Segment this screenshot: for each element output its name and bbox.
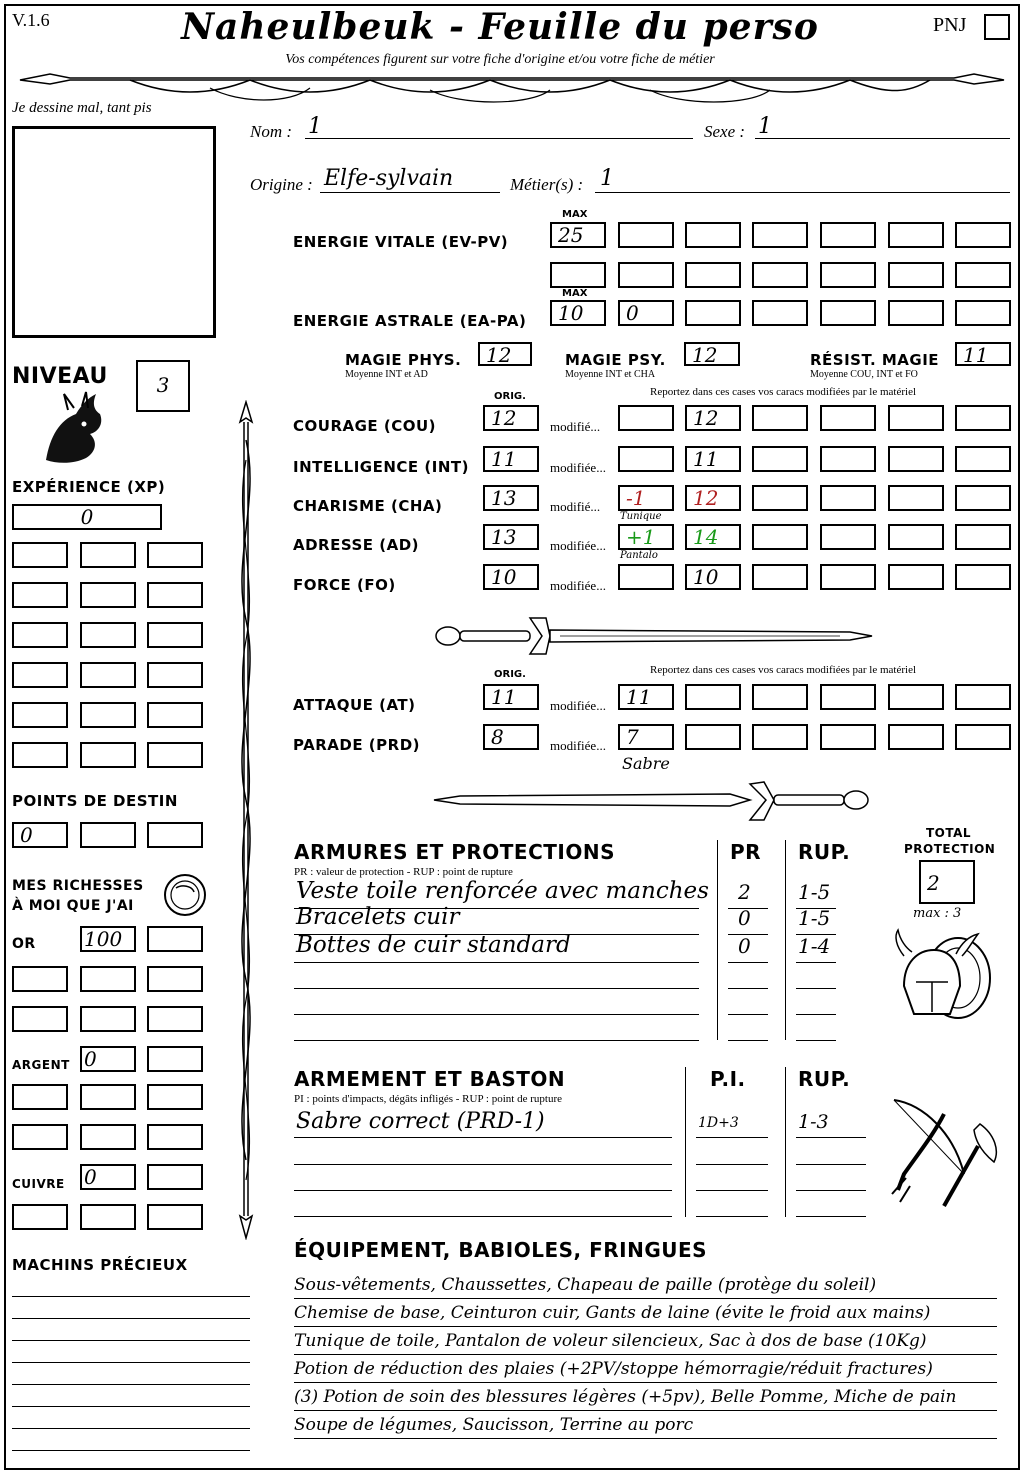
armor-rup-line[interactable] bbox=[796, 1040, 836, 1041]
combat-orig-box[interactable] bbox=[483, 724, 539, 750]
or-box[interactable] bbox=[147, 1006, 203, 1032]
equipment-item: Potion de réduction des plaies (+2PV/stoppe hémorragie/réduit fractures) bbox=[294, 1359, 933, 1379]
argent-box[interactable] bbox=[12, 1124, 68, 1150]
wealth-label: MES RICHESSES bbox=[12, 878, 144, 894]
spear-ornament-icon bbox=[10, 66, 1014, 110]
or-value: 100 bbox=[84, 927, 123, 951]
armor-rup-header: RUP. bbox=[798, 840, 851, 864]
destiny-box[interactable] bbox=[80, 822, 136, 848]
stat-mod-value bbox=[620, 407, 672, 429]
weapon-line[interactable] bbox=[294, 1164, 672, 1165]
stat-result-box[interactable] bbox=[685, 524, 741, 550]
stat-orig-value: 12 bbox=[491, 406, 517, 430]
stat-box[interactable] bbox=[820, 524, 876, 550]
weapon-item-name: Sabre correct (PRD-1) bbox=[296, 1109, 545, 1134]
sheet-title: Naheulbeuk - Feuille du perso bbox=[181, 6, 819, 48]
argent-box[interactable] bbox=[147, 1084, 203, 1110]
equipment-line[interactable] bbox=[294, 1298, 997, 1299]
stat-box[interactable] bbox=[955, 485, 1011, 511]
stat-orig-box[interactable] bbox=[483, 564, 539, 590]
equipment-item: Soupe de légumes, Saucisson, Terrine au porc bbox=[294, 1415, 694, 1435]
argent-box[interactable] bbox=[12, 1084, 68, 1110]
armor-item-name: Veste toile renforcée avec manches bbox=[296, 878, 709, 904]
weapons-pi-header: P.I. bbox=[710, 1067, 746, 1091]
weapons-title: ARMEMENT ET BASTON bbox=[294, 1067, 566, 1091]
weapon-line[interactable] bbox=[294, 1137, 672, 1138]
cuivre-box[interactable] bbox=[80, 1164, 136, 1190]
stat-mod-value bbox=[620, 448, 672, 470]
weapon-rup-line[interactable] bbox=[796, 1164, 866, 1165]
stat-label: ADRESSE (AD) bbox=[293, 536, 420, 554]
ea-box[interactable] bbox=[685, 300, 741, 326]
ev-box[interactable] bbox=[955, 262, 1011, 288]
xp-box[interactable] bbox=[12, 742, 68, 768]
ea-box[interactable] bbox=[820, 300, 876, 326]
sheet-subtitle: Vos compétences figurent sur votre fiche d'origine et/ou votre fiche de métier bbox=[285, 52, 715, 67]
ev-box[interactable] bbox=[550, 262, 606, 288]
total-protection-box[interactable] bbox=[919, 860, 975, 904]
combat-orig-label: ORIG. bbox=[494, 669, 526, 680]
total-protection-value: 2 bbox=[927, 871, 940, 895]
equipment-item: Tunique de toile, Pantalon de voleur silencieux, Sac à dos de base (10Kg) bbox=[294, 1331, 927, 1351]
armor-line[interactable] bbox=[294, 962, 699, 963]
stat-box[interactable] bbox=[752, 446, 808, 472]
combat-box[interactable] bbox=[955, 684, 1011, 710]
stat-modif-label: modifiée... bbox=[550, 460, 606, 475]
ev-box[interactable] bbox=[955, 222, 1011, 248]
ea-max-label: MAX bbox=[562, 288, 588, 299]
combat-report-note: Reportez dans ces cases vos caracs modifiées par le matériel bbox=[650, 664, 917, 676]
destiny-value: 0 bbox=[20, 823, 33, 847]
stat-modif-label: modifiée... bbox=[550, 578, 606, 593]
combat-mod-note: Sabre bbox=[622, 754, 670, 773]
ev-box[interactable] bbox=[685, 222, 741, 248]
stats-report-note: Reportez dans ces cases vos caracs modifiées par le matériel bbox=[650, 386, 917, 398]
magic-phys-note: Moyenne INT et AD bbox=[345, 369, 428, 380]
weapon-item-rup: 1-3 bbox=[798, 1111, 829, 1133]
equipment-item: (3) Potion de soin des blessures légères (+5pv), Belle Pomme, Miche de pain bbox=[294, 1387, 957, 1407]
stat-box[interactable] bbox=[752, 524, 808, 550]
stat-orig-box[interactable] bbox=[483, 524, 539, 550]
portrait-caption: Je dessine mal, tant pis bbox=[12, 100, 152, 116]
xp-box[interactable] bbox=[147, 542, 203, 568]
magic-psy-note: Moyenne INT et CHA bbox=[565, 369, 656, 380]
stat-box[interactable] bbox=[955, 524, 1011, 550]
combat-box[interactable] bbox=[685, 684, 741, 710]
or-box[interactable] bbox=[147, 966, 203, 992]
armor-item-rup: 1-4 bbox=[798, 934, 831, 958]
level-value: 3 bbox=[156, 373, 170, 397]
or-label: OR bbox=[12, 936, 36, 952]
sexe-field[interactable]: 1 bbox=[758, 114, 772, 139]
stat-box[interactable] bbox=[955, 405, 1011, 431]
stat-result-value: 12 bbox=[693, 486, 719, 510]
xp-box[interactable] bbox=[80, 662, 136, 688]
xp-box[interactable] bbox=[80, 742, 136, 768]
argent-box[interactable] bbox=[80, 1084, 136, 1110]
weapon-pi-line[interactable] bbox=[696, 1190, 768, 1191]
xp-box[interactable] bbox=[12, 542, 68, 568]
magic-psy-label: MAGIE PSY. bbox=[565, 351, 666, 369]
weapons-rup-header: RUP. bbox=[798, 1067, 851, 1091]
armor-line[interactable] bbox=[294, 988, 699, 989]
stat-box[interactable] bbox=[752, 485, 808, 511]
stat-mod-value bbox=[620, 566, 672, 588]
stat-result-box[interactable] bbox=[685, 485, 741, 511]
weapons-note: PI : points d'impacts, dégâts infligés - RUP : point de rupture bbox=[294, 1093, 562, 1105]
ev-label: ENERGIE VITALE (EV-PV) bbox=[293, 233, 509, 251]
ea-max-box[interactable] bbox=[550, 300, 606, 326]
stat-modif-label: modifié... bbox=[550, 499, 601, 514]
stat-result-box[interactable] bbox=[685, 564, 741, 590]
or-box[interactable] bbox=[12, 1006, 68, 1032]
combat-box[interactable] bbox=[955, 724, 1011, 750]
nom-field[interactable]: 1 bbox=[308, 114, 322, 139]
cuivre-label: CUIVRE bbox=[12, 1177, 65, 1191]
origine-line bbox=[320, 192, 500, 193]
treasure-line[interactable] bbox=[12, 1450, 250, 1451]
experience-label: EXPÉRIENCE (XP) bbox=[12, 478, 166, 496]
weapon-line[interactable] bbox=[294, 1216, 672, 1217]
xp-box[interactable] bbox=[12, 662, 68, 688]
ev-max-label: MAX bbox=[562, 209, 588, 220]
treasures-label: MACHINS PRÉCIEUX bbox=[12, 1256, 188, 1274]
armor-rup-line[interactable] bbox=[796, 1014, 836, 1015]
stat-box[interactable] bbox=[955, 446, 1011, 472]
xp-box[interactable] bbox=[12, 622, 68, 648]
treasure-line[interactable] bbox=[12, 1340, 250, 1341]
pnj-label: PNJ bbox=[933, 14, 967, 36]
nom-line bbox=[305, 138, 693, 139]
version-label: V.1.6 bbox=[12, 10, 50, 30]
weapons-divider bbox=[685, 1067, 686, 1217]
magic-phys-box[interactable] bbox=[478, 342, 532, 366]
stat-orig-box[interactable] bbox=[483, 485, 539, 511]
stat-mod-value: -1 bbox=[626, 486, 646, 510]
nom-label: Nom : bbox=[250, 122, 293, 141]
ea-current-box[interactable] bbox=[618, 300, 674, 326]
xp-box[interactable] bbox=[147, 742, 203, 768]
helmet-shield-icon bbox=[890, 926, 1000, 1026]
coin-icon bbox=[162, 872, 208, 918]
weapon-rup-line[interactable] bbox=[796, 1190, 866, 1191]
armor-pr-line[interactable] bbox=[728, 962, 768, 963]
equipment-line[interactable] bbox=[294, 1354, 997, 1355]
ev-max-box[interactable] bbox=[550, 222, 606, 248]
experience-box[interactable] bbox=[12, 504, 162, 530]
pnj-checkbox[interactable] bbox=[984, 14, 1010, 40]
xp-box[interactable] bbox=[80, 622, 136, 648]
or-box[interactable] bbox=[80, 966, 136, 992]
stat-orig-box[interactable] bbox=[483, 405, 539, 431]
weapon-rup-line[interactable] bbox=[796, 1137, 866, 1138]
level-label: NIVEAU bbox=[12, 364, 108, 389]
weapons-divider bbox=[785, 1067, 786, 1217]
stat-box[interactable] bbox=[820, 485, 876, 511]
combat-mod-value: 7 bbox=[626, 725, 639, 749]
cuivre-box[interactable] bbox=[147, 1164, 203, 1190]
stat-box[interactable] bbox=[888, 446, 944, 472]
armor-rup-line[interactable] bbox=[796, 962, 836, 963]
staff-icon bbox=[226, 400, 266, 1240]
origine-field[interactable]: Elfe-sylvain bbox=[324, 166, 454, 191]
armor-rup-line[interactable] bbox=[796, 988, 836, 989]
stat-label: FORCE (FO) bbox=[293, 576, 396, 594]
or-box[interactable] bbox=[80, 1006, 136, 1032]
magic-resist-value: 11 bbox=[963, 343, 989, 367]
ea-current-value: 0 bbox=[626, 301, 639, 325]
combat-box[interactable] bbox=[888, 684, 944, 710]
weapons-icon bbox=[884, 1094, 1008, 1216]
argent-value: 0 bbox=[84, 1047, 97, 1071]
stat-orig-value: 11 bbox=[491, 447, 517, 471]
treasure-line[interactable] bbox=[12, 1384, 250, 1385]
weapon-pi-line[interactable] bbox=[696, 1216, 768, 1217]
stat-modif-label: modifiée... bbox=[550, 538, 606, 553]
cuivre-box[interactable] bbox=[80, 1204, 136, 1230]
ev-box[interactable] bbox=[618, 222, 674, 248]
or-box[interactable] bbox=[147, 926, 203, 952]
ev-max-value: 25 bbox=[558, 223, 584, 247]
wealth-label-2: À MOI QUE J'AI bbox=[12, 898, 134, 914]
stat-result-value: 14 bbox=[693, 525, 719, 549]
combat-box[interactable] bbox=[685, 724, 741, 750]
combat-modif-label: modifiée... bbox=[550, 738, 606, 753]
sword-icon bbox=[430, 776, 875, 826]
combat-modif-label: modifiée... bbox=[550, 698, 606, 713]
stat-label: INTELLIGENCE (INT) bbox=[293, 458, 469, 476]
equipment-line[interactable] bbox=[294, 1410, 997, 1411]
armor-item-rup: 1-5 bbox=[798, 906, 831, 930]
stat-orig-value: 13 bbox=[491, 525, 517, 549]
armor-item-pr: 0 bbox=[738, 934, 751, 958]
treasure-line[interactable] bbox=[12, 1318, 250, 1319]
armor-item-name: Bottes de cuir standard bbox=[296, 932, 571, 958]
weapon-pi-line[interactable] bbox=[696, 1137, 768, 1138]
armor-item-name: Bracelets cuir bbox=[296, 904, 460, 930]
stat-box[interactable] bbox=[888, 524, 944, 550]
stat-result-value: 10 bbox=[693, 565, 719, 589]
origine-label: Origine : bbox=[250, 175, 313, 194]
stat-box[interactable] bbox=[820, 446, 876, 472]
combat-label: PARADE (PRD) bbox=[293, 736, 421, 754]
level-box[interactable] bbox=[136, 360, 190, 412]
weapon-rup-line[interactable] bbox=[796, 1216, 866, 1217]
combat-orig-value: 11 bbox=[491, 685, 517, 709]
xp-box[interactable] bbox=[147, 662, 203, 688]
combat-mod-value: 11 bbox=[626, 685, 652, 709]
stat-mod-box[interactable] bbox=[618, 524, 674, 550]
equipment-line[interactable] bbox=[294, 1326, 997, 1327]
argent-box[interactable] bbox=[80, 1046, 136, 1072]
stat-mod-note: Tunique bbox=[620, 511, 662, 522]
xp-box[interactable] bbox=[80, 702, 136, 728]
combat-box[interactable] bbox=[820, 684, 876, 710]
ea-max-value: 10 bbox=[558, 301, 584, 325]
stat-orig-box[interactable] bbox=[483, 446, 539, 472]
sexe-line bbox=[755, 138, 1010, 139]
orig-label: ORIG. bbox=[494, 391, 526, 402]
combat-label: ATTAQUE (AT) bbox=[293, 696, 416, 714]
destiny-box[interactable] bbox=[147, 822, 203, 848]
combat-orig-box[interactable] bbox=[483, 684, 539, 710]
cuivre-box[interactable] bbox=[147, 1204, 203, 1230]
stat-label: CHARISME (CHA) bbox=[293, 497, 443, 515]
total-protection-label-2: PROTECTION bbox=[904, 842, 996, 856]
stat-result-box[interactable] bbox=[685, 446, 741, 472]
ev-box[interactable] bbox=[888, 262, 944, 288]
argent-box[interactable] bbox=[80, 1124, 136, 1150]
dragon-icon bbox=[38, 390, 108, 468]
ev-box[interactable] bbox=[752, 262, 808, 288]
stat-box[interactable] bbox=[888, 485, 944, 511]
stat-box[interactable] bbox=[888, 564, 944, 590]
armor-pr-line[interactable] bbox=[728, 1014, 768, 1015]
armor-item-pr: 2 bbox=[738, 880, 751, 904]
xp-box[interactable] bbox=[80, 582, 136, 608]
xp-box[interactable] bbox=[80, 542, 136, 568]
destiny-label: POINTS DE DESTIN bbox=[12, 792, 178, 810]
equipment-title: ÉQUIPEMENT, BABIOLES, FRINGUES bbox=[294, 1238, 708, 1262]
treasure-line[interactable] bbox=[12, 1406, 250, 1407]
argent-box[interactable] bbox=[147, 1124, 203, 1150]
stat-mod-box[interactable] bbox=[618, 446, 674, 472]
combat-box[interactable] bbox=[752, 684, 808, 710]
stat-label: COURAGE (COU) bbox=[293, 417, 437, 435]
treasure-line[interactable] bbox=[12, 1428, 250, 1429]
destiny-box[interactable] bbox=[12, 822, 68, 848]
armor-pr-line[interactable] bbox=[728, 1040, 768, 1041]
armor-pr-header: PR bbox=[730, 840, 762, 864]
stat-box[interactable] bbox=[752, 564, 808, 590]
ea-box[interactable] bbox=[888, 300, 944, 326]
stat-result-value: 11 bbox=[693, 447, 719, 471]
armor-line[interactable] bbox=[294, 1040, 699, 1041]
magic-resist-note: Moyenne COU, INT et FO bbox=[810, 369, 918, 380]
equipment-line[interactable] bbox=[294, 1382, 997, 1383]
stat-mod-note: Pantalo bbox=[620, 550, 658, 561]
ea-box[interactable] bbox=[955, 300, 1011, 326]
armor-item-rup: 1-5 bbox=[798, 880, 831, 904]
equipment-line[interactable] bbox=[294, 1438, 997, 1439]
armor-note: PR : valeur de protection - RUP : point de rupture bbox=[294, 866, 513, 878]
magic-phys-value: 12 bbox=[486, 343, 512, 367]
stat-mod-box[interactable] bbox=[618, 405, 674, 431]
ev-box[interactable] bbox=[685, 262, 741, 288]
ea-box[interactable] bbox=[752, 300, 808, 326]
xp-box[interactable] bbox=[12, 582, 68, 608]
combat-orig-value: 8 bbox=[491, 725, 504, 749]
magic-psy-value: 12 bbox=[692, 343, 718, 367]
experience-value: 0 bbox=[80, 505, 94, 529]
equipment-item: Sous-vêtements, Chaussettes, Chapeau de paille (protège du soleil) bbox=[294, 1275, 877, 1295]
combat-box[interactable] bbox=[752, 724, 808, 750]
magic-psy-box[interactable] bbox=[684, 342, 740, 366]
ev-box[interactable] bbox=[618, 262, 674, 288]
weapon-pi-line[interactable] bbox=[696, 1164, 768, 1165]
armor-item-pr: 0 bbox=[738, 906, 751, 930]
argent-box[interactable] bbox=[147, 1046, 203, 1072]
treasure-line[interactable] bbox=[12, 1362, 250, 1363]
equipment-item: Chemise de base, Ceinturon cuir, Gants de laine (évite le froid aux mains) bbox=[294, 1303, 931, 1323]
stat-result-box[interactable] bbox=[685, 405, 741, 431]
stat-result-value: 12 bbox=[693, 406, 719, 430]
armor-pr-line[interactable] bbox=[728, 988, 768, 989]
total-protection-max: max : 3 bbox=[913, 906, 962, 921]
stat-orig-value: 10 bbox=[491, 565, 517, 589]
stat-box[interactable] bbox=[955, 564, 1011, 590]
stat-modif-label: modifié... bbox=[550, 419, 601, 434]
stat-box[interactable] bbox=[888, 405, 944, 431]
cuivre-box[interactable] bbox=[12, 1204, 68, 1230]
or-box[interactable] bbox=[80, 926, 136, 952]
stat-mod-box[interactable] bbox=[618, 485, 674, 511]
treasure-line[interactable] bbox=[12, 1296, 250, 1297]
combat-box[interactable] bbox=[820, 724, 876, 750]
metier-line bbox=[595, 192, 1010, 193]
xp-box[interactable] bbox=[147, 622, 203, 648]
magic-resist-box[interactable] bbox=[955, 342, 1011, 366]
xp-box[interactable] bbox=[147, 582, 203, 608]
ev-box[interactable] bbox=[752, 222, 808, 248]
ev-box[interactable] bbox=[820, 222, 876, 248]
weapon-item-pi: 1D+3 bbox=[698, 1115, 739, 1131]
xp-box[interactable] bbox=[147, 702, 203, 728]
armor-title: ARMURES ET PROTECTIONS bbox=[294, 840, 615, 864]
combat-box[interactable] bbox=[888, 724, 944, 750]
ea-label: ENERGIE ASTRALE (EA-PA) bbox=[293, 312, 527, 330]
xp-box[interactable] bbox=[12, 702, 68, 728]
combat-mod-box[interactable] bbox=[618, 684, 674, 710]
armor-divider bbox=[785, 840, 786, 1040]
magic-resist-label: RÉSIST. MAGIE bbox=[810, 351, 940, 369]
metier-field[interactable]: 1 bbox=[600, 166, 614, 191]
weapon-line[interactable] bbox=[294, 1190, 672, 1191]
combat-mod-box[interactable] bbox=[618, 724, 674, 750]
argent-label: ARGENT bbox=[12, 1058, 70, 1072]
stat-mod-box[interactable] bbox=[618, 564, 674, 590]
metier-label: Métier(s) : bbox=[510, 175, 584, 194]
stat-box[interactable] bbox=[820, 564, 876, 590]
armor-divider bbox=[717, 840, 718, 1040]
sword-icon bbox=[430, 610, 875, 656]
or-box[interactable] bbox=[12, 966, 68, 992]
cuivre-value: 0 bbox=[84, 1165, 97, 1189]
armor-line[interactable] bbox=[294, 1014, 699, 1015]
stat-box[interactable] bbox=[820, 405, 876, 431]
stat-box[interactable] bbox=[752, 405, 808, 431]
ev-box[interactable] bbox=[888, 222, 944, 248]
stat-orig-value: 13 bbox=[491, 486, 517, 510]
sexe-label: Sexe : bbox=[704, 122, 746, 141]
ev-box[interactable] bbox=[820, 262, 876, 288]
portrait-box[interactable] bbox=[12, 126, 216, 338]
magic-phys-label: MAGIE PHYS. bbox=[345, 351, 462, 369]
total-protection-label: TOTAL bbox=[926, 826, 972, 840]
stat-mod-value: +1 bbox=[626, 525, 656, 549]
